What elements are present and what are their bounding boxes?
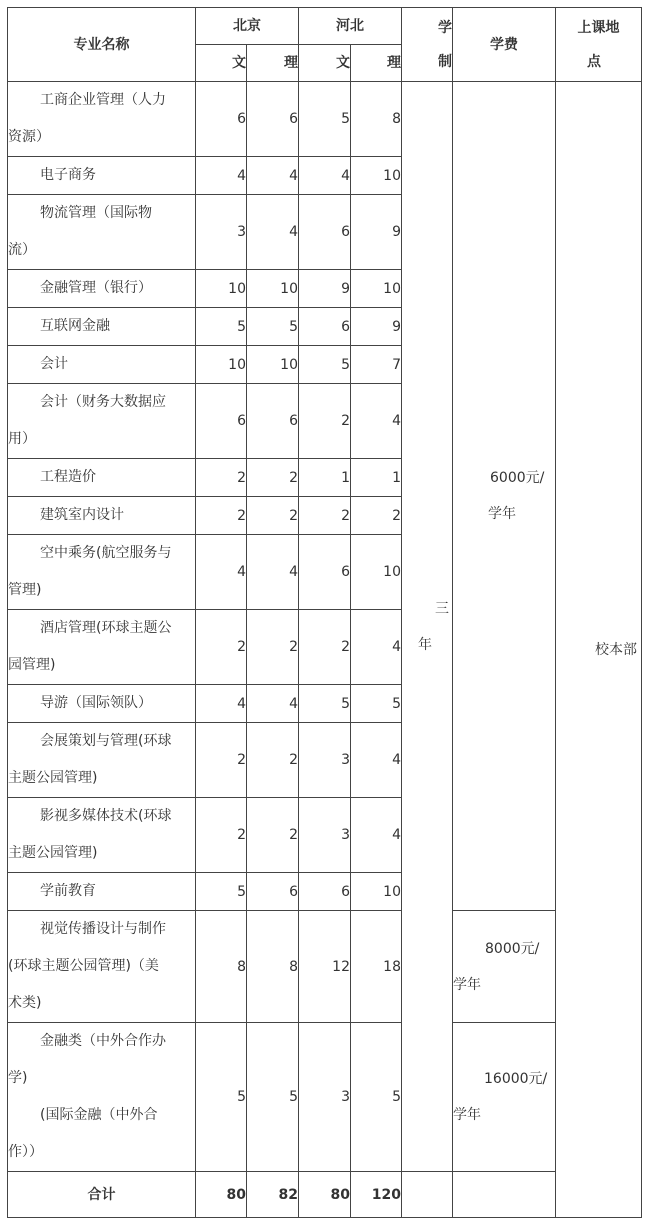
major-name xyxy=(8,685,196,723)
major-name xyxy=(8,535,196,610)
count-hb-li: 2 xyxy=(351,497,402,535)
count-bj-wen: 3 xyxy=(196,195,247,270)
major-name-line: 学) xyxy=(8,1070,28,1086)
count-hb-li: 10 xyxy=(351,270,402,308)
count-bj-wen: 6 xyxy=(196,82,247,157)
count-bj-wen: 4 xyxy=(196,157,247,195)
header-hb-wen: 文 xyxy=(299,45,351,82)
total-hb-wen: 80 xyxy=(299,1172,351,1218)
count-bj-li: 4 xyxy=(247,157,299,195)
major-name xyxy=(8,497,196,535)
count-hb-li: 18 xyxy=(351,911,402,1023)
count-bj-wen: 2 xyxy=(196,497,247,535)
major-name xyxy=(8,1023,196,1172)
major-name-line: 金融管理（银行） xyxy=(40,280,152,296)
count-bj-wen: 5 xyxy=(196,1023,247,1172)
major-name-line: 工程造价 xyxy=(40,469,96,485)
major-name-line: 园管理) xyxy=(8,657,56,673)
count-hb-li: 4 xyxy=(351,723,402,798)
major-name xyxy=(8,82,196,157)
count-bj-li: 4 xyxy=(247,535,299,610)
count-bj-li: 10 xyxy=(247,346,299,384)
fee-line2: 学年 xyxy=(453,976,481,993)
count-hb-li: 5 xyxy=(351,1023,402,1172)
major-name-line: 酒店管理(环球主题公 xyxy=(40,620,172,636)
major-name xyxy=(8,610,196,685)
location-cell: 校本部 xyxy=(556,82,642,1218)
fee-line1: 8000元/ xyxy=(485,940,540,957)
count-bj-li: 6 xyxy=(247,82,299,157)
header-duration-line2: 制 xyxy=(438,53,452,70)
header-location-line2: 点 xyxy=(587,53,601,70)
count-bj-wen: 6 xyxy=(196,384,247,459)
count-hb-wen: 3 xyxy=(299,723,351,798)
count-hb-li: 7 xyxy=(351,346,402,384)
count-hb-li: 4 xyxy=(351,610,402,685)
count-hb-wen: 6 xyxy=(299,195,351,270)
count-hb-li: 10 xyxy=(351,873,402,911)
major-name xyxy=(8,723,196,798)
major-name-line: 会计 xyxy=(40,356,68,372)
count-bj-li: 2 xyxy=(247,723,299,798)
major-name-line: 空中乘务(航空服务与 xyxy=(40,545,172,561)
major-name-line: 作）） xyxy=(8,1144,43,1160)
major-name-line: 会计（财务大数据应 xyxy=(40,394,166,410)
count-hb-li: 4 xyxy=(351,384,402,459)
count-bj-wen: 5 xyxy=(196,308,247,346)
duration-line1: 三 xyxy=(435,600,449,617)
major-name-line: 电子商务 xyxy=(40,167,96,183)
count-bj-li: 4 xyxy=(247,195,299,270)
count-hb-li: 10 xyxy=(351,535,402,610)
header-beijing: 北京 xyxy=(196,8,299,45)
major-name-line: 流） xyxy=(8,242,36,258)
count-bj-wen: 5 xyxy=(196,873,247,911)
count-hb-wen: 1 xyxy=(299,459,351,497)
major-name-line: 会展策划与管理(环球 xyxy=(40,733,172,749)
count-hb-wen: 6 xyxy=(299,308,351,346)
fee-cell-1 xyxy=(453,911,556,1023)
count-hb-wen: 6 xyxy=(299,535,351,610)
header-location-line1: 上课地 xyxy=(577,19,620,36)
major-name-line: 建筑室内设计 xyxy=(40,507,124,523)
count-hb-wen: 3 xyxy=(299,798,351,873)
count-bj-wen: 2 xyxy=(196,459,247,497)
table-row xyxy=(8,82,642,157)
count-hb-li: 4 xyxy=(351,798,402,873)
count-bj-li: 4 xyxy=(247,685,299,723)
count-hb-li: 5 xyxy=(351,685,402,723)
count-hb-li: 8 xyxy=(351,82,402,157)
major-name xyxy=(8,346,196,384)
major-name xyxy=(8,459,196,497)
total-hb-li: 120 xyxy=(351,1172,402,1218)
major-name-line: 学前教育 xyxy=(40,883,96,899)
table-row xyxy=(8,911,642,1023)
count-bj-wen: 2 xyxy=(196,798,247,873)
header-duration xyxy=(402,8,453,82)
admissions-plan-table xyxy=(7,7,642,1218)
count-bj-li: 5 xyxy=(247,1023,299,1172)
count-bj-li: 2 xyxy=(247,459,299,497)
header-bj-wen: 文 xyxy=(196,45,247,82)
header-fee: 学费 xyxy=(453,8,556,82)
count-hb-li: 1 xyxy=(351,459,402,497)
major-name xyxy=(8,157,196,195)
count-hb-wen: 9 xyxy=(299,270,351,308)
duration-cell xyxy=(402,82,453,1172)
count-bj-li: 6 xyxy=(247,384,299,459)
count-bj-li: 2 xyxy=(247,497,299,535)
fee-cell-2 xyxy=(453,1023,556,1172)
fee-line1: 6000元/ xyxy=(490,470,545,486)
header-location xyxy=(556,8,642,82)
count-hb-wen: 5 xyxy=(299,346,351,384)
major-name xyxy=(8,798,196,873)
major-name xyxy=(8,195,196,270)
fee-cell-0 xyxy=(453,82,556,911)
major-name-line: 主题公园管理) xyxy=(8,845,98,861)
header-bj-li: 理 xyxy=(247,45,299,82)
count-bj-li: 8 xyxy=(247,911,299,1023)
header-hb-li: 理 xyxy=(351,45,402,82)
header-hebei: 河北 xyxy=(299,8,402,45)
header-major: 专业名称 xyxy=(8,8,196,82)
major-name xyxy=(8,911,196,1023)
count-hb-wen: 3 xyxy=(299,1023,351,1172)
major-name-line: 用） xyxy=(8,431,36,447)
major-name-line: 主题公园管理) xyxy=(8,770,98,786)
major-name xyxy=(8,873,196,911)
major-name-line: 资源） xyxy=(8,129,50,145)
fee-line2: 学年 xyxy=(453,1107,481,1123)
header-duration-line1: 学 xyxy=(438,19,452,36)
count-bj-wen: 10 xyxy=(196,270,247,308)
count-bj-wen: 4 xyxy=(196,535,247,610)
table-row xyxy=(8,1023,642,1172)
major-name-line: 管理) xyxy=(8,582,42,598)
major-name-line: (国际金融（中外合 xyxy=(40,1107,158,1123)
count-hb-wen: 5 xyxy=(299,685,351,723)
total-bj-li: 82 xyxy=(247,1172,299,1218)
major-name-line: 物流管理（国际物 xyxy=(40,205,152,221)
major-name-line: 金融类（中外合作办 xyxy=(40,1033,166,1049)
count-bj-li: 6 xyxy=(247,873,299,911)
count-bj-li: 10 xyxy=(247,270,299,308)
duration-line2: 年 xyxy=(418,636,432,653)
count-hb-wen: 6 xyxy=(299,873,351,911)
count-bj-li: 2 xyxy=(247,798,299,873)
fee-line1: 16000元/ xyxy=(484,1071,548,1087)
total-label: 合计 xyxy=(8,1172,196,1218)
count-hb-wen: 5 xyxy=(299,82,351,157)
count-hb-wen: 2 xyxy=(299,610,351,685)
count-bj-li: 2 xyxy=(247,610,299,685)
major-name-line: 影视多媒体技术(环球 xyxy=(40,808,172,824)
count-hb-wen: 4 xyxy=(299,157,351,195)
major-name-line: 视觉传播设计与制作 xyxy=(40,921,166,937)
count-bj-wen: 4 xyxy=(196,685,247,723)
count-bj-wen: 2 xyxy=(196,723,247,798)
major-name xyxy=(8,384,196,459)
count-bj-wen: 2 xyxy=(196,610,247,685)
count-bj-wen: 10 xyxy=(196,346,247,384)
major-name-line: 工商企业管理（人力 xyxy=(40,92,166,108)
count-hb-li: 9 xyxy=(351,195,402,270)
major-name-line: 术类) xyxy=(8,995,42,1011)
major-name-line: 导游（国际领队） xyxy=(40,695,152,711)
count-hb-li: 9 xyxy=(351,308,402,346)
major-name-line: (环球主题公园管理)（美 xyxy=(8,958,159,974)
count-hb-li: 10 xyxy=(351,157,402,195)
major-name-line: 互联网金融 xyxy=(40,318,110,334)
count-bj-wen: 8 xyxy=(196,911,247,1023)
fee-line2: 学年 xyxy=(488,506,516,522)
count-bj-li: 5 xyxy=(247,308,299,346)
major-name xyxy=(8,270,196,308)
count-hb-wen: 12 xyxy=(299,911,351,1023)
total-bj-wen: 80 xyxy=(196,1172,247,1218)
count-hb-wen: 2 xyxy=(299,384,351,459)
count-hb-wen: 2 xyxy=(299,497,351,535)
major-name xyxy=(8,308,196,346)
